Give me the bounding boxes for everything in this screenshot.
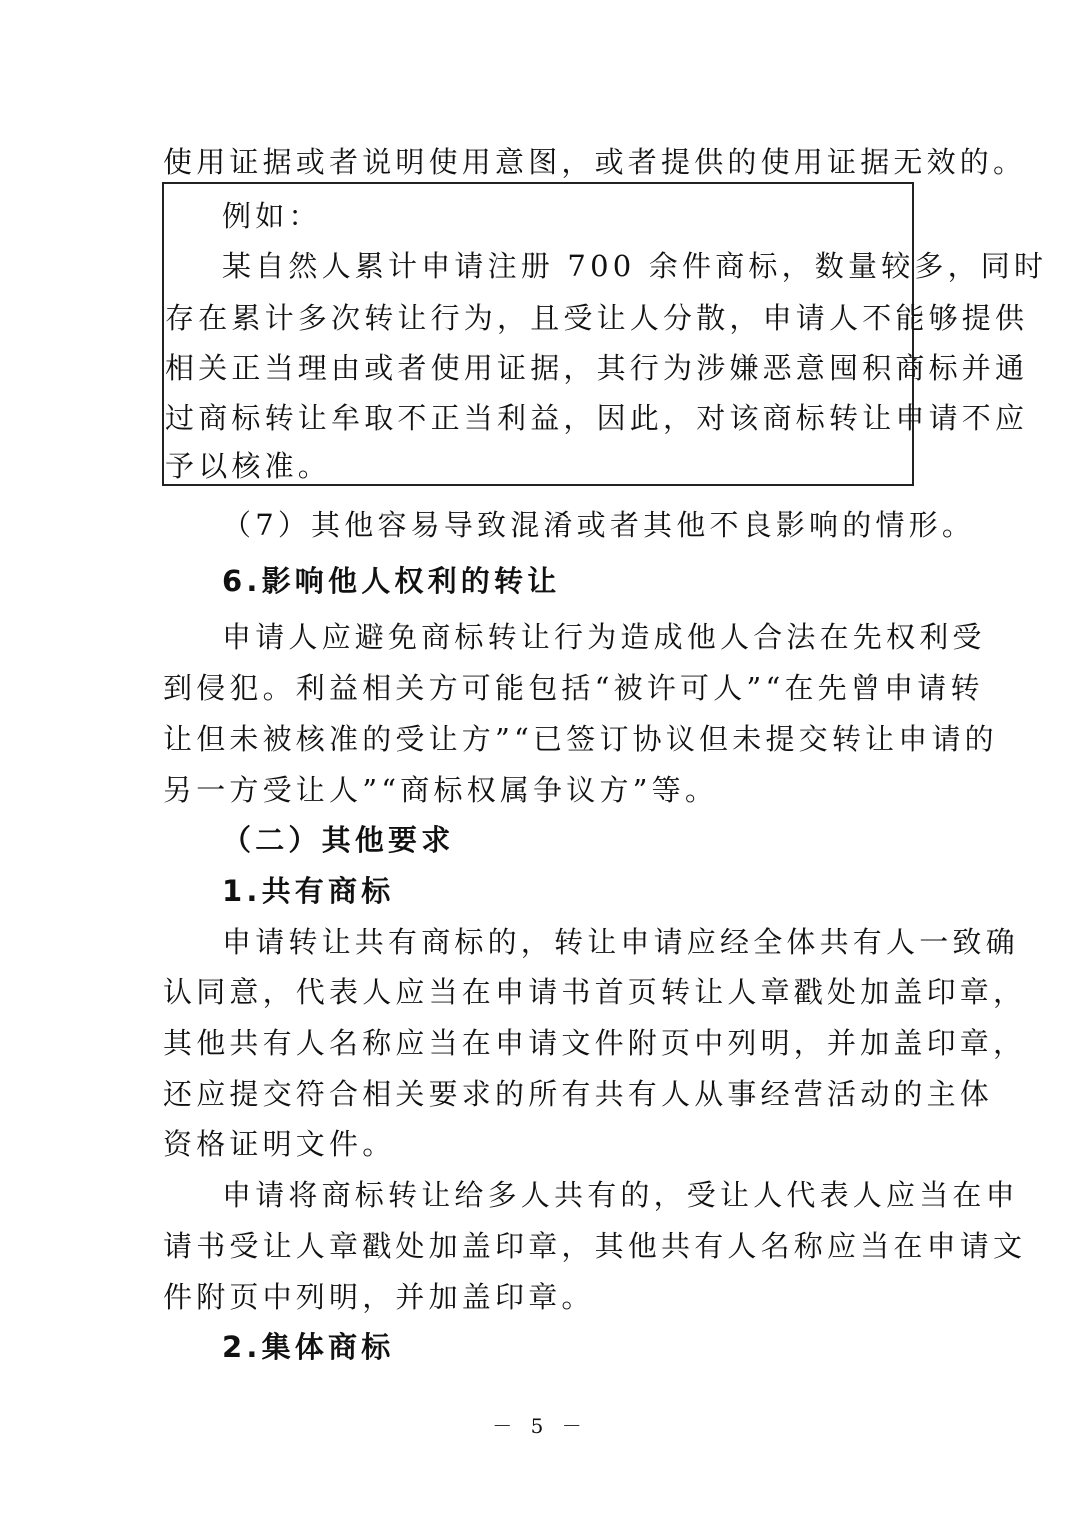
example-line: 相关正当理由或者使用证据，其行为涉嫌恶意囤积商标并通 [165,351,1029,385]
paragraph-line: 使用证据或者说明使用意图，或者提供的使用证据无效的。 [163,145,1027,179]
paragraph-line: 其他共有人名称应当在申请文件附页中列明，并加盖印章， [163,1026,1027,1060]
paragraph-line: 申请转让共有商标的，转让申请应经全体共有人一致确 [222,925,1019,959]
example-line: 某自然人累计申请注册 700 余件商标，数量较多，同时 [222,249,1048,283]
example-title: 例如： [222,199,322,233]
paragraph-line: 认同意，代表人应当在申请书首页转让人章戳处加盖印章， [163,975,1027,1009]
paragraph-line: 请书受让人章戳处加盖印章，其他共有人名称应当在申请文 [163,1229,1027,1263]
paragraph-line: 申请将商标转让给多人共有的，受让人代表人应当在申 [222,1178,1019,1212]
paragraph-line: 申请人应避免商标转让行为造成他人合法在先权利受 [222,620,986,654]
section-heading-2: 2.集体商标 [222,1330,395,1364]
example-line: 存在累计多次转让行为，且受让人分散，申请人不能够提供 [165,301,1029,335]
paragraph-line: 让但未被核准的受让方”“已签订协议但未提交转让申请的 [163,722,998,756]
paragraph-line: 还应提交符合相关要求的所有共有人从事经营活动的主体 [163,1077,994,1111]
section-heading-6: 6.影响他人权利的转让 [222,564,561,598]
page-number: － 5 － [492,1414,588,1438]
paragraph-line: 到侵犯。利益相关方可能包括“被许可人”“在先曾申请转 [163,671,984,705]
example-line: 予以核准。 [165,449,332,483]
paragraph-line: 另一方受让人”“商标权属争议方”等。 [163,773,719,807]
paragraph-line: 件附页中列明，并加盖印章。 [163,1280,595,1314]
section-heading-er: （二）其他要求 [222,823,455,857]
paragraph-line: 资格证明文件。 [163,1127,396,1161]
list-item-7: （7）其他容易导致混淆或者其他不良影响的情形。 [222,508,976,542]
example-box [162,182,1048,486]
section-heading-1: 1.共有商标 [222,874,395,908]
example-line: 过商标转让牟取不正当利益，因此，对该商标转让申请不应 [165,401,1029,435]
